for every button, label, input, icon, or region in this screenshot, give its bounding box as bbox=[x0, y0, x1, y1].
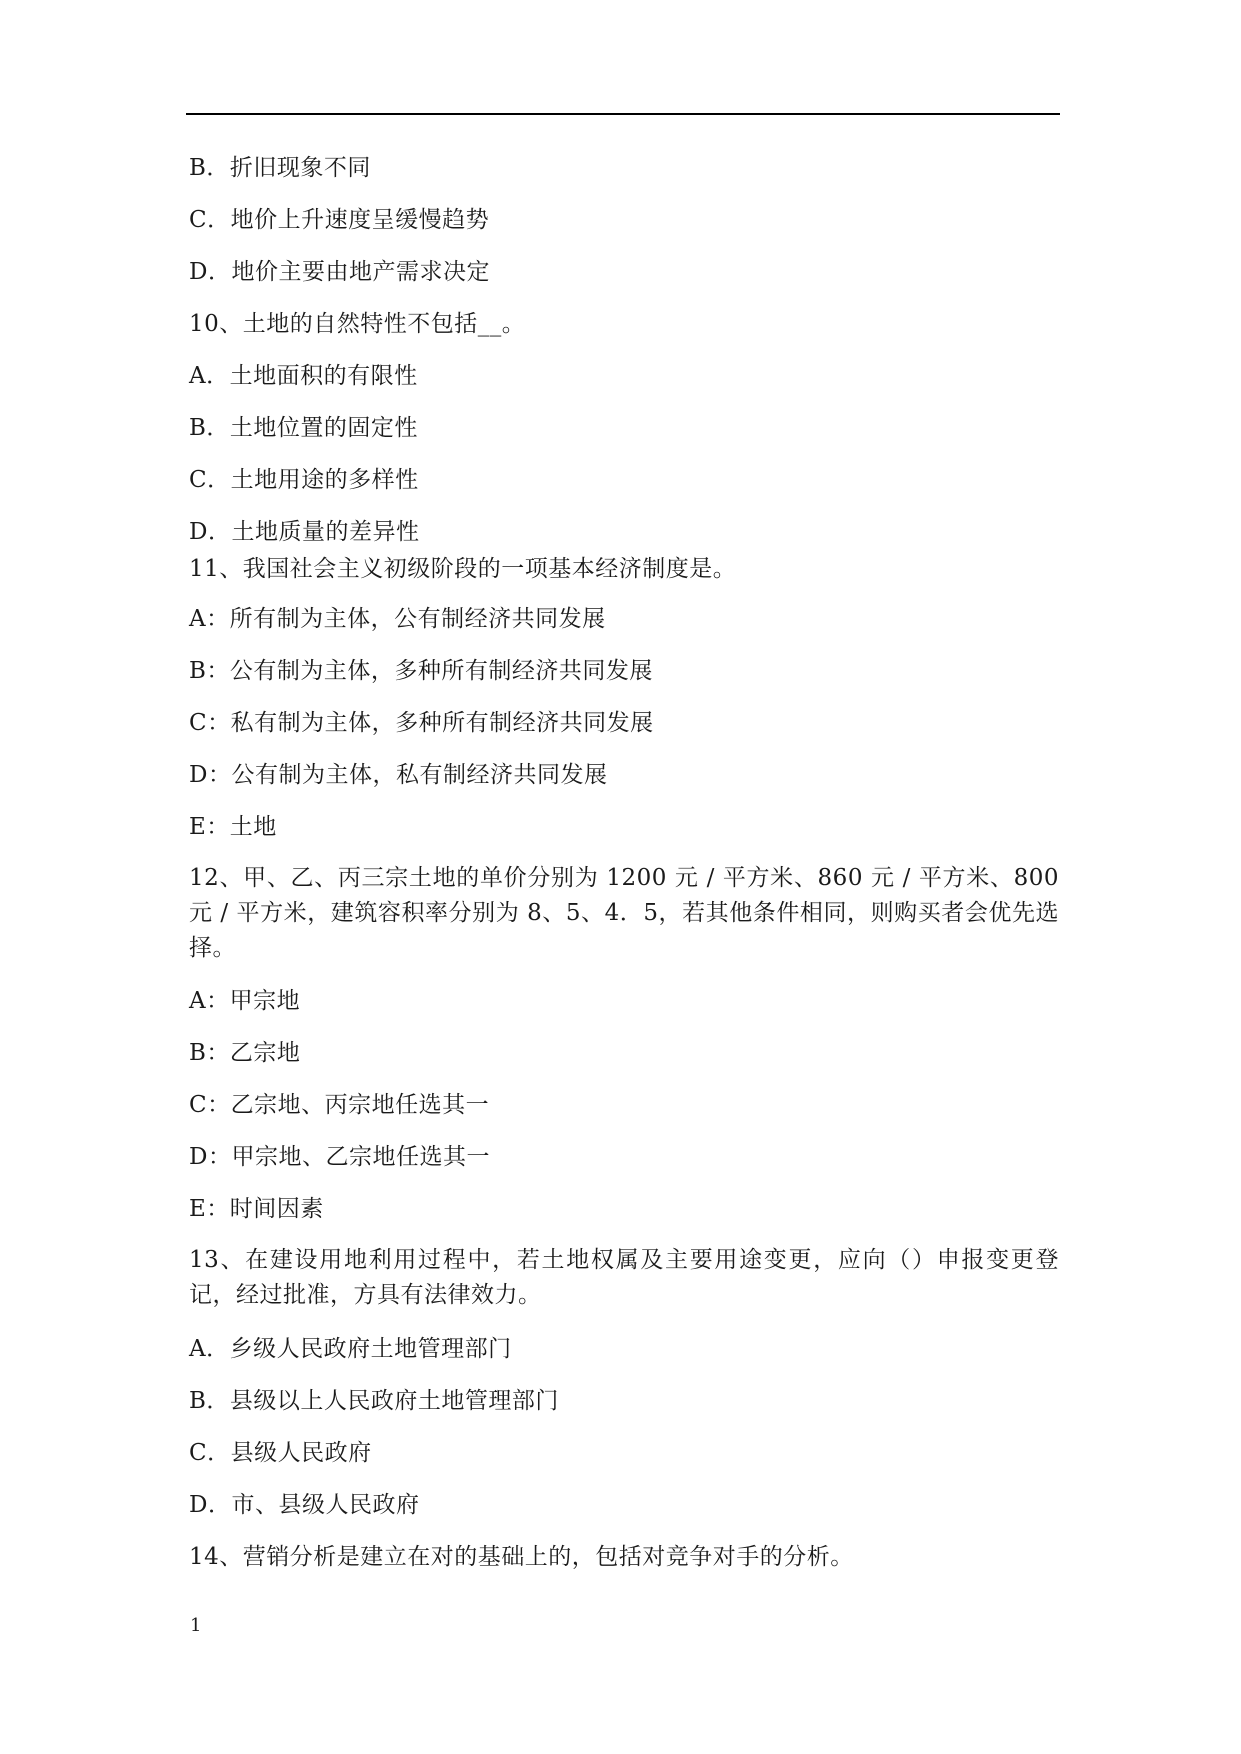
q14-question: 14、营销分析是建立在对的基础上的，包括对竞争对手的分析。 bbox=[189, 1544, 854, 1570]
q12-option-e: E：时间因素 bbox=[189, 1196, 324, 1222]
q13-option-d: D．市、县级人民政府 bbox=[189, 1492, 420, 1518]
q10-option-a: A．土地面积的有限性 bbox=[189, 363, 418, 389]
q11-option-a: A：所有制为主体，公有制经济共同发展 bbox=[189, 606, 606, 632]
q10-question: 10、土地的自然特性不包括__。 bbox=[189, 311, 526, 337]
q13-option-c: C．县级人民政府 bbox=[189, 1440, 372, 1466]
q11-option-c: C：私有制为主体，多种所有制经济共同发展 bbox=[189, 710, 654, 736]
q11-option-d: D：公有制为主体，私有制经济共同发展 bbox=[189, 762, 608, 788]
q12-option-a: A：甲宗地 bbox=[189, 988, 301, 1014]
q10-option-b: B．土地位置的固定性 bbox=[189, 415, 418, 441]
q12-question: 12、甲、乙、丙三宗土地的单价分别为 1200 元 / 平方米、860 元 / 平方米、800 元 / 平方米，建筑容积率分别为 8、5、4．5，若其他条件相同，则购买者会优先选择。 bbox=[189, 865, 1059, 961]
q11-option-b: B：公有制为主体，多种所有制经济共同发展 bbox=[189, 658, 653, 684]
page-number: 1 bbox=[190, 1615, 202, 1636]
q12-option-d: D：甲宗地、乙宗地任选其一 bbox=[189, 1144, 490, 1170]
q10-option-d: D．土地质量的差异性 bbox=[189, 519, 420, 545]
q9-option-c: C．地价上升速度呈缓慢趋势 bbox=[189, 207, 490, 233]
q12-option-c: C：乙宗地、丙宗地任选其一 bbox=[189, 1092, 490, 1118]
q13-option-b: B．县级以上人民政府土地管理部门 bbox=[189, 1388, 559, 1414]
header-rule bbox=[186, 113, 1060, 115]
q11-option-e: E：土地 bbox=[189, 814, 277, 840]
q9-option-d: D．地价主要由地产需求决定 bbox=[189, 259, 490, 285]
q13-option-a: A．乡级人民政府土地管理部门 bbox=[189, 1336, 512, 1362]
q12-option-b: B：乙宗地 bbox=[189, 1040, 301, 1066]
q11-question: 11、我国社会主义初级阶段的一项基本经济制度是。 bbox=[189, 556, 737, 582]
q13-question: 13、在建设用地利用过程中，若土地权属及主要用途变更，应向（）申报变更登记，经过批准，方具有法律效力。 bbox=[189, 1247, 1059, 1308]
q10-option-c: C．土地用途的多样性 bbox=[189, 467, 419, 493]
q9-option-b: B．折旧现象不同 bbox=[189, 155, 371, 181]
